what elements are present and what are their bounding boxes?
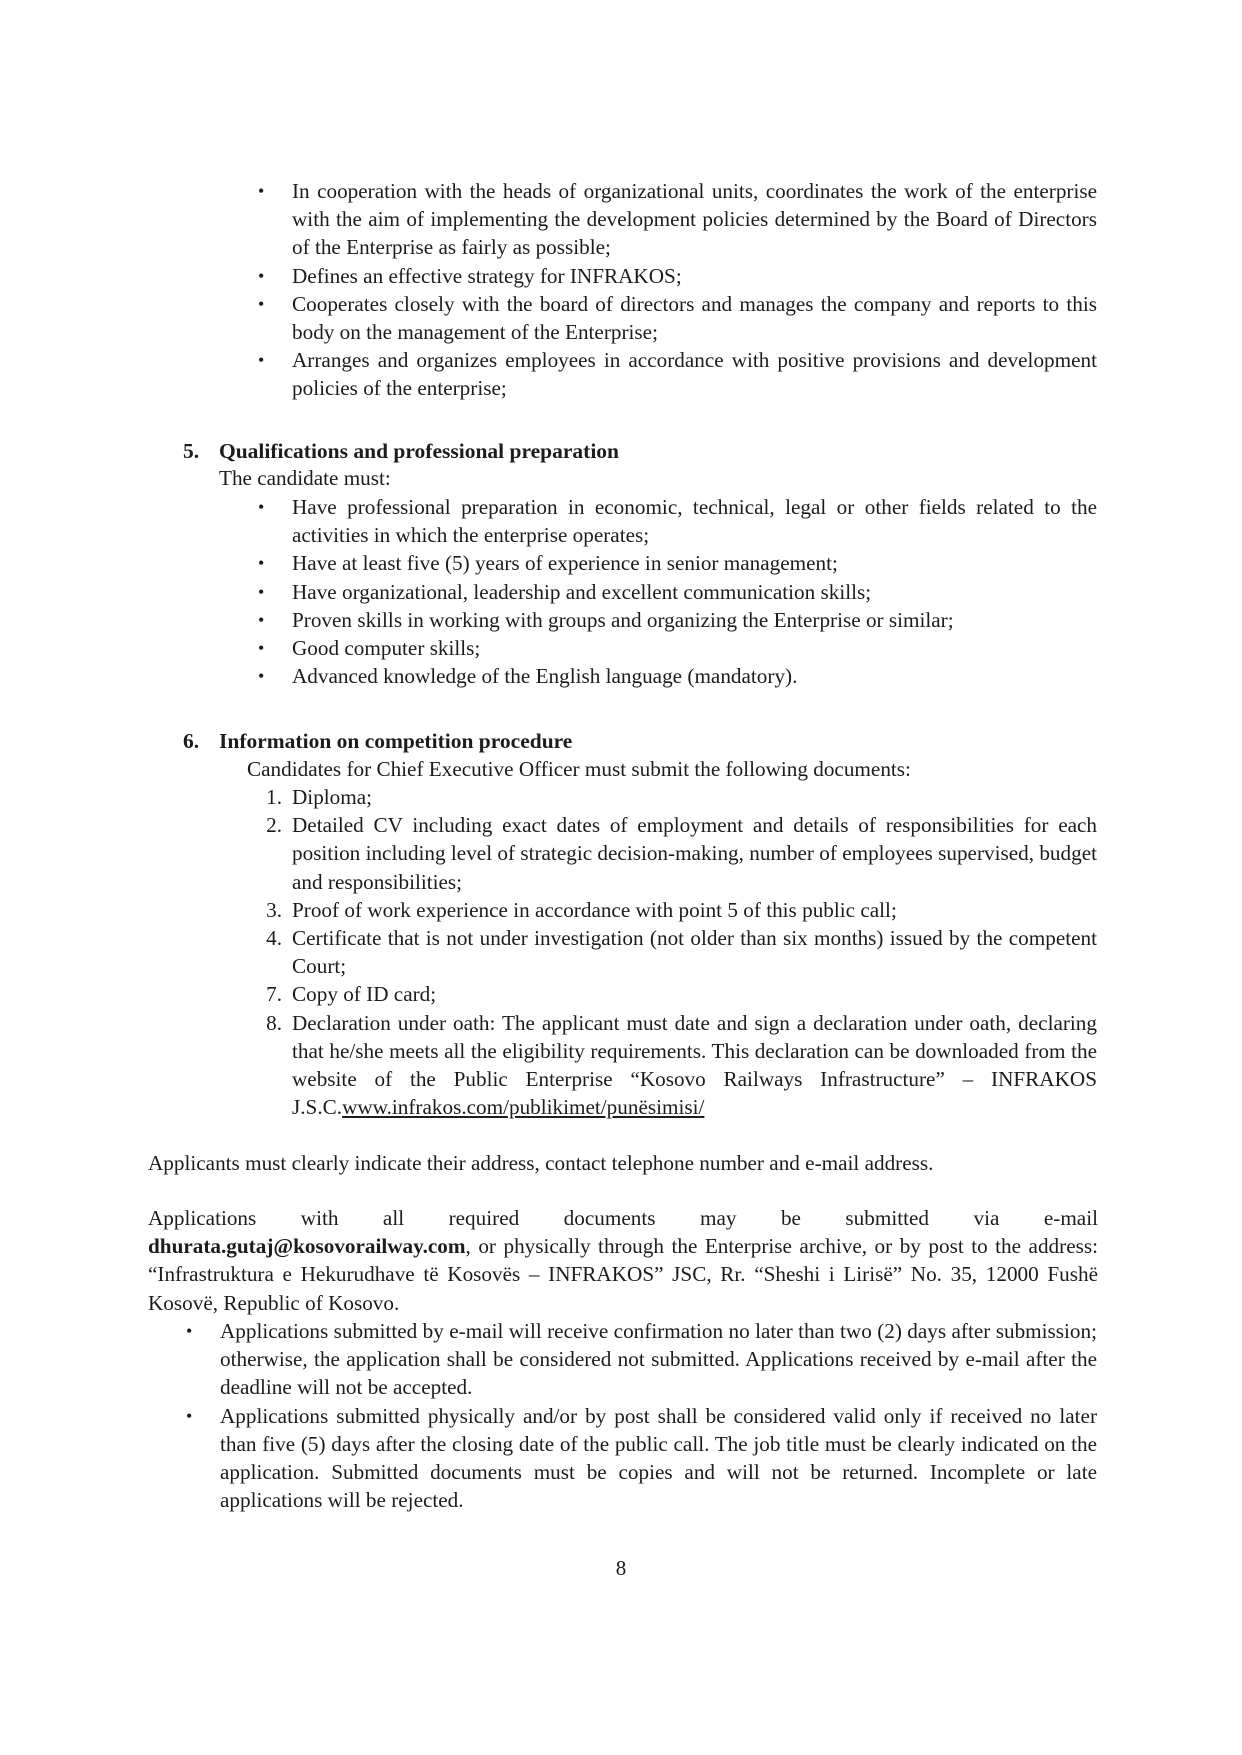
list-item: 1. Diploma; — [266, 785, 373, 809]
submission-paragraph: Applications with all required documents may be submitted via e-mail dhurata.gutaj@kosovorailway.com, or physically through the Enterprise archive, or by post to the address: “Infrastruktura e Hekurudhave të Kosovës – INFRAKOS” JSC, Rr. “Sheshi i Lirisë” No. 35, 12000 Fushë Kosovë, Republic of Kosovo. — [148, 1206, 1098, 1315]
list-item: 4. Certificate that is not under investigation (not older than six months) issued by the competent Court; — [266, 926, 1097, 979]
bullet-icon: • — [258, 181, 265, 201]
declaration-download-link[interactable]: www.infrakos.com/publikimet/punësimisi/ — [342, 1095, 705, 1120]
page-number: 8 — [615, 1556, 627, 1580]
contact-note: Applicants must clearly indicate their address, contact telephone number and e-mail address. — [148, 1151, 934, 1175]
bullet-icon: • — [258, 638, 265, 659]
section-5-heading — [183, 437, 619, 465]
bullet-icon: • — [258, 350, 265, 371]
bullet-icon: • — [258, 666, 265, 687]
list-item: • In cooperation with the heads of organizational units, coordinates the work of the enterprise with the aim of implementing the development policies determined by the Board of Directors of the Enterprise as fairly as possible; — [258, 179, 1097, 260]
list-item: 3. Proof of work experience in accordance with point 5 of this public call; — [266, 897, 897, 922]
bullet-icon: • — [186, 1321, 193, 1341]
list-item: • Good computer skills; — [292, 634, 1097, 662]
list-item: 8. Declaration under oath: The applicant must date and sign a declaration under oath, declaring that he/she meets all the eligibility requirements. This declaration can be downloaded from the website of the Public Enterprise “Kosovo Railways Infrastructure” – INFRAKOS J.S.C.www.infrakos.com/publikimet/punësimisi/ — [266, 1010, 1097, 1120]
section-6-heading — [183, 727, 573, 755]
list-item: 2. Detailed CV including exact dates of employment and details of responsibilities for each position including level of strategic decision-making, number of employees supervised, budget and responsibilities; — [266, 813, 1097, 894]
submission-rules-list — [186, 1317, 1097, 1514]
list-item: • Have organizational, leadership and excellent communication skills; — [292, 578, 1097, 606]
section-title: Qualifications and professional preparation — [219, 439, 619, 463]
list-item: • Applications submitted by e-mail will receive confirmation no later than two (2) days after submission; otherwise, the application shall be considered not submitted. Applications received by e-mail after the deadline will not be accepted. — [186, 1319, 1097, 1400]
bullet-icon: • — [258, 497, 265, 517]
bullet-icon: • — [186, 1405, 193, 1426]
section-number: 6. — [183, 729, 200, 753]
list-item: • Have professional preparation in economic, technical, legal or other fields related to the activities in which the enterprise operates; — [258, 495, 1097, 548]
section-title: Information on competition procedure — [219, 729, 573, 753]
bullet-icon: • — [258, 265, 265, 286]
ceo-duties-list — [258, 177, 1097, 403]
list-item: • Applications submitted physically and/or by post shall be considered valid only if received no later than five (5) days after the closing date of the public call. The job title must be clearly indicated on the application. Submitted documents must be copies and will not be returned. Incomplete or late applications will be rejected. — [186, 1403, 1097, 1513]
list-item: • Defines an effective strategy for INFRAKOS; — [292, 262, 1097, 290]
bullet-icon: • — [258, 553, 265, 574]
bullet-icon: • — [258, 293, 265, 314]
section-6-intro: Candidates for Chief Executive Officer must submit the following documents: — [247, 757, 911, 781]
bullet-icon: • — [258, 581, 265, 602]
list-item: • Cooperates closely with the board of directors and manages the company and reports to this body on the management of the Enterprise; — [258, 291, 1097, 345]
submission-email-link[interactable]: dhurata.gutaj@kosovorailway.com — [148, 1234, 466, 1259]
list-item: • Arranges and organizes employees in accordance with positive provisions and development policies of the enterprise; — [258, 348, 1097, 401]
list-item: • Proven skills in working with groups and organizing the Enterprise or similar; — [292, 606, 1097, 634]
bullet-icon: • — [258, 609, 265, 630]
section-5-intro: The candidate must: — [219, 466, 391, 490]
qualifications-list — [258, 493, 1097, 690]
list-item: 7. Copy of ID card; — [266, 982, 437, 1007]
section-number: 5. — [183, 439, 200, 463]
list-item: • Advanced knowledge of the English language (mandatory). — [292, 662, 1097, 690]
list-item: • Have at least five (5) years of experience in senior management; — [292, 549, 1097, 577]
documents-list — [266, 783, 1097, 1121]
